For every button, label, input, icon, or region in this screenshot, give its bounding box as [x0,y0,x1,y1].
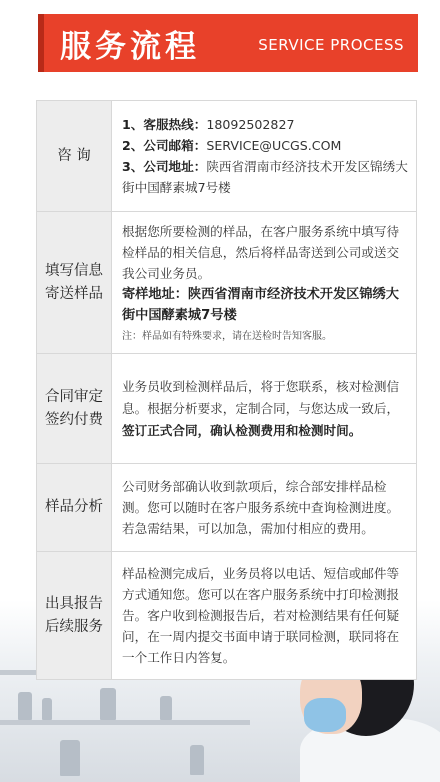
contact-key: 2、公司邮箱： [122,138,207,153]
row-content [112,552,417,680]
banner-accent-stripe [38,14,44,72]
process-row-contract [37,354,417,464]
row-text-bold: 签订正式合同，确认检测费用和检测时间。 [122,422,362,438]
process-row-analysis [37,464,417,552]
row-label: 填写信息 寄送样品 [37,212,112,354]
row-text: 业务员收到检测样品后，将于您联系，核对检测信息。根据分析要求，定制合同，与您达成一致后， [122,378,400,416]
contact-key: 1、客服热线： [122,117,207,132]
row-content [112,354,417,464]
email-value: SERVICE@UCGS.COM [206,138,342,153]
row-label: 出具报告 后续服务 [37,552,112,680]
row-content [112,464,417,552]
row-content [112,101,417,212]
page-title: 服务流程 [60,28,200,65]
service-process-table [36,100,417,680]
hotline-value: 18092502827 [206,117,295,132]
header-banner [38,14,418,72]
process-row-report [37,552,417,680]
row-content [112,212,417,354]
contact-key: 3、公司地址： [122,159,207,174]
process-row-consult [37,101,417,212]
row-label: 合同审定 签约付费 [37,354,112,464]
row-label: 样品分析 [37,464,112,552]
page-subtitle: SERVICE PROCESS [258,36,404,54]
address-value: 陕西省渭南市经济技术开发区锦绣大街中国酵素城7号楼 [122,159,408,195]
process-row-submit-sample [37,212,417,354]
row-text: 根据您所要检测的样品，在客户服务系统中填写待检样品的相关信息，然后将样品寄送到公司或送交我公司业务员。 [122,223,400,281]
row-text: 样品检测完成后，业务员将以电话、短信或邮件等方式通知您。您可以在客户服务系统中打印检测报告。客户收到检测报告后，若对检测结果有任何疑问，在一周内提交书面申请于联同检测，联同将在一个工作日内答复。 [122,566,400,665]
row-label: 咨 询 [37,101,112,212]
sample-address: 寄样地址：陕西省渭南市经济技术开发区锦绣大街中国酵素城7号楼 [122,286,399,323]
sample-note: 注：样品如有特殊要求，请在送检时告知客服。 [122,330,332,342]
row-text: 公司财务部确认收到款项后，综合部安排样品检测。您可以随时在客户服务系统中查询检测进度。若急需结果，可以加急，需加付相应的费用。 [122,479,400,536]
